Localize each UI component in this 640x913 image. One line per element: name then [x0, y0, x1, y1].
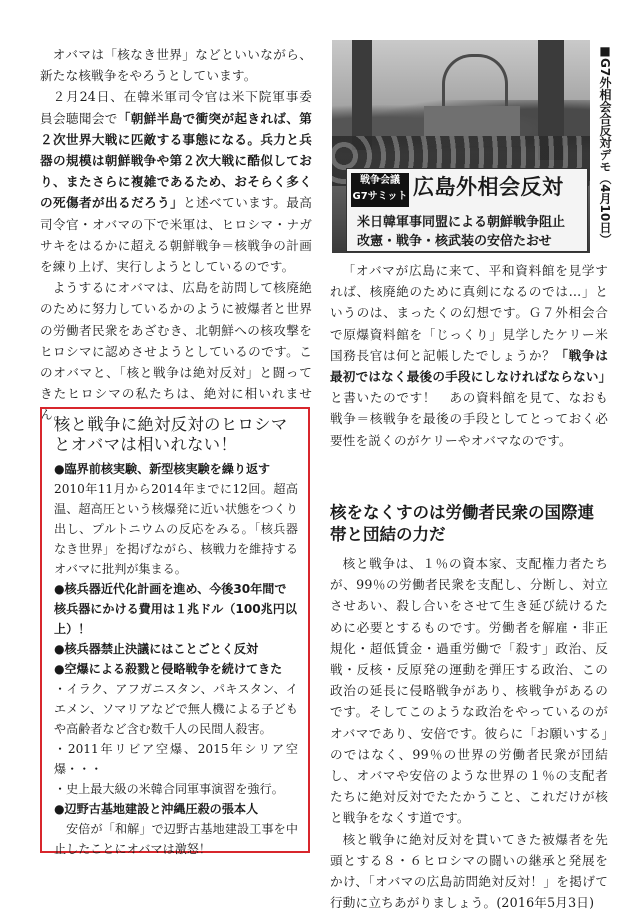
- banner-line-1: 米日韓軍事同盟による朝鮮戦争阻止: [357, 215, 566, 230]
- box-item-airstrikes: [54, 659, 298, 799]
- right-paragraph-1-tail: と書いたのです！ あの資料館を見て、なおも戦争＝核戦争を最後の手段としてとっておく必要性を説くのがケリーやオバマなのです。: [330, 390, 608, 448]
- box-item-head: ●辺野古基地建設と沖縄圧殺の張本人: [54, 802, 259, 816]
- box-item-modernization: [54, 579, 298, 639]
- left-paragraph-2-tail: と述べています。最高司令官・オバマの下で米軍は、ヒロシマ・ナガサキをはるかに超える朝鮮戦争＝核戦争の計画を練り上げ、実行しようとしているのです。: [40, 195, 313, 275]
- kerry-quote: 「戦争は最初ではなく最後の手段にしなければならない」: [330, 347, 612, 385]
- left-paragraph-2-lead: ２月24日、在韓米軍司令官は米下院軍事委員会聴聞会で: [40, 89, 312, 126]
- box-item-henoko: [54, 799, 298, 859]
- left-column: [40, 44, 312, 426]
- box-item-head: ●臨界前核実験、新型核実験を繰り返す: [54, 462, 271, 476]
- right-column-top: [330, 260, 612, 451]
- commander-quote: 「朝鮮半島で衝突が起きれば、第２次世界大戦に匹敵する事態になる。兵力と兵器の規模は朝鮮戦争や第２次大戦に酷似しており、またさらに複雑であるため、おそらく多くの死傷者が出るだろう」: [40, 110, 313, 211]
- right-paragraph-2: 核と戦争は、１％の資本家、支配権力者たちが、99％の労働者民衆を支配し、分断し、対立させあい、殺し合いをさせて生き延び続けるために必要とするものです。労働者を解雇・非正規化・超低賃金・過重労働で「殺す」政治、反戦・反核・反原発の運動を弾圧する政治、この政治の延長に侵略戦争があり、核戦争があるのです。そしてこのような政治をやっているのがオバマであり、安倍です。彼らに「お願いする」のではなく、99％の世界の労働者民衆が団結し、オバマや安倍のような世界の１％の支配者たちに絶対反対でたたかうこと、これだけが核と戦争をなくす道です。: [330, 556, 608, 826]
- left-paragraph-1: オバマは「核なき世界」などといいながら、新たな核戦争をやろうとしています。: [40, 47, 312, 84]
- left-paragraph-2: [40, 86, 312, 277]
- box-item-tests: [54, 459, 298, 579]
- photo-flag-left: [352, 40, 372, 150]
- banner-main-text: 広島外相会反対: [413, 175, 564, 199]
- box-item-ban-resolution: [54, 639, 298, 659]
- demonstration-photo: [332, 40, 590, 253]
- banner-tag: [351, 173, 409, 207]
- box-item-head: ●空爆による殺戮と侵略戦争を続けてきた: [54, 662, 283, 676]
- box-title: 核と戦争に絶対反対のヒロシマとオバマは相いれない！: [54, 415, 288, 454]
- box-item-text: 安倍が「和解」で辺野古基地建設工事を中止したことにオバマは激怒！: [54, 822, 298, 856]
- box-item-text: ・イラク、アフガニスタン、パキスタン、イエメン、ソマリアなどで無人機による子どもや高齢者など含む数千人の民間人殺害。: [54, 682, 298, 736]
- atomic-dome-roof: [442, 54, 508, 113]
- box-item-head: ●核兵器禁止決議にはことごとく反対: [54, 642, 259, 656]
- sidebar-box: [40, 407, 310, 856]
- photo-caption: ■G7外相会合反対デモ（4月10日）: [598, 44, 612, 246]
- right-column-bottom: [330, 553, 608, 913]
- box-item-text: ・史上最大級の米韓合同軍事演習を強行。: [54, 782, 284, 796]
- section-heading: 核をなくすのは労働者民衆の国際連帯と団結の力だ: [330, 503, 594, 544]
- box-item-text: 2010年11月から2014年までに12回。超高温、超高圧という核爆発に近い状態をつくり出し、プルトニウムの反応をみる。「核兵器なき世界」を掲げながら、核戦力を維持するオバマに批判が集まる。: [54, 482, 298, 576]
- box-item-head: ●核兵器近代化計画を進め、今後30年間で核兵器にかける費用は１兆ドル（100兆円以上）！: [54, 582, 297, 636]
- banner-tag-top: 戦争会議: [360, 175, 400, 186]
- right-paragraph-1: [330, 260, 612, 451]
- banner-tag-bottom: G7サミット: [352, 191, 408, 202]
- left-paragraph-3: ようするにオバマは、広島を訪問して核廃絶のために努力しているかのように被爆者と世界の労働者民衆をあざむき、北朝鮮への核攻撃をヒロシマに認めさせようとしているのです。このオバマと、「核と戦争は絶対反対」と闘ってきたヒロシマの私たちは、絶対に相いれません。: [40, 280, 312, 423]
- right-paragraph-3: 核と戦争に絶対反対を貫いてきた被爆者を先頭とする８・６ヒロシマの闘いの継承と発展をかけ、「オバマの広島訪問絶対反対！」を掲げて行動に立ちあがりましょう。(2016年5月3日): [330, 831, 608, 911]
- banner-line-2: 改憲・戦争・核武装の安倍たおせ: [357, 234, 552, 249]
- box-item-text: ・2011年リビア空爆、2015年シリア空爆・・・: [54, 742, 298, 776]
- protest-banner: [346, 168, 588, 252]
- right-paragraph-1-lead: 「オバマが広島に来て、平和資料館を見学すれば、核廃絶のために真剣になるのでは…」というのは、まったくの幻想です。Ｇ７外相会合で原爆資料館を「じっくり」見学したケリー米国務長官は何と記帳したでしょうか？: [330, 263, 608, 363]
